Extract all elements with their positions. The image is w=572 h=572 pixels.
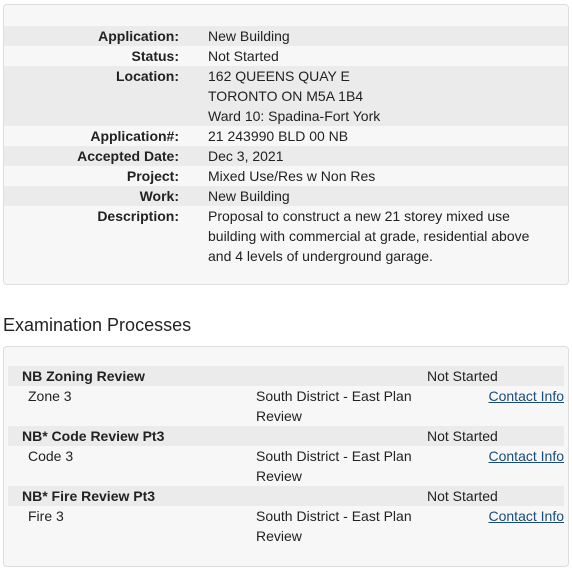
district-line: South District - East Plan: [256, 388, 412, 404]
value-line: 162 QUEENS QUAY E: [208, 68, 350, 84]
process-status: Not Started: [427, 428, 498, 444]
detail-value: [208, 186, 568, 206]
detail-value: [208, 66, 568, 126]
detail-row-status: [4, 46, 568, 66]
process-district: [256, 506, 470, 546]
detail-row-project: [4, 166, 568, 186]
process-district: [256, 446, 470, 486]
contact-info-cell: [470, 446, 564, 486]
application-details-panel: [3, 4, 569, 285]
detail-value: [208, 126, 568, 146]
value-line: Proposal to construct a new 21 storey mixed use: [208, 208, 510, 224]
process-detail-row: [8, 446, 564, 486]
value-line: New Building: [208, 188, 290, 204]
detail-label: Work:: [139, 188, 179, 204]
detail-value: [208, 46, 568, 66]
detail-label: Location:: [116, 68, 179, 84]
detail-row-work: [4, 186, 568, 206]
district-line: Review: [256, 408, 302, 424]
process-detail-row: [8, 386, 564, 426]
district-line: South District - East Plan: [256, 448, 412, 464]
district-line: Review: [256, 468, 302, 484]
process-name: NB* Code Review Pt3: [22, 428, 165, 444]
detail-row-accepted-date: [4, 146, 568, 166]
detail-row-application-number: [4, 126, 568, 146]
detail-label: Application#:: [90, 128, 179, 144]
district-line: South District - East Plan: [256, 508, 412, 524]
detail-label: Application:: [98, 28, 179, 44]
detail-label: Project:: [126, 168, 179, 184]
process-district: [256, 386, 470, 426]
value-line: building with commercial at grade, residential above: [208, 228, 530, 244]
detail-value: [208, 26, 568, 46]
detail-row-location: [4, 66, 568, 126]
process-header-fire: [8, 486, 564, 506]
value-line: Ward 10: Spadina-Fort York: [208, 108, 381, 124]
section-title-examination-processes: Examination Processes: [3, 315, 192, 335]
value-line: Dec 3, 2021: [208, 148, 284, 164]
contact-info-cell: [470, 386, 564, 426]
detail-value: [208, 146, 568, 166]
detail-label: Description:: [97, 208, 179, 224]
process-status: Not Started: [427, 488, 498, 504]
value-line: TORONTO ON M5A 1B4: [208, 88, 364, 104]
value-line: and 4 levels of underground garage.: [208, 248, 433, 264]
detail-value: [208, 206, 568, 266]
district-line: Review: [256, 528, 302, 544]
process-name: NB* Fire Review Pt3: [22, 488, 156, 504]
examination-processes-panel: [3, 346, 569, 567]
process-item: Fire 3: [28, 508, 64, 524]
process-header-code: [8, 426, 564, 446]
contact-info-link[interactable]: Contact Info: [488, 388, 564, 404]
contact-info-link[interactable]: Contact Info: [488, 448, 564, 464]
process-header-zoning: [8, 366, 564, 386]
process-name: NB Zoning Review: [22, 368, 145, 384]
detail-row-description: [4, 206, 568, 266]
value-line: Mixed Use/Res w Non Res: [208, 168, 376, 184]
detail-label: Status:: [131, 48, 179, 64]
process-detail-row: [8, 506, 564, 546]
process-item: Zone 3: [28, 388, 72, 404]
process-status: Not Started: [427, 368, 498, 384]
value-line: New Building: [208, 28, 290, 44]
process-item: Code 3: [28, 448, 74, 464]
detail-row-application: [4, 26, 568, 46]
contact-info-link[interactable]: Contact Info: [488, 508, 564, 524]
value-line: 21 243990 BLD 00 NB: [208, 128, 349, 144]
contact-info-cell: [470, 506, 564, 546]
detail-value: [208, 166, 568, 186]
value-line: Not Started: [208, 48, 279, 64]
detail-label: Accepted Date:: [77, 148, 179, 164]
